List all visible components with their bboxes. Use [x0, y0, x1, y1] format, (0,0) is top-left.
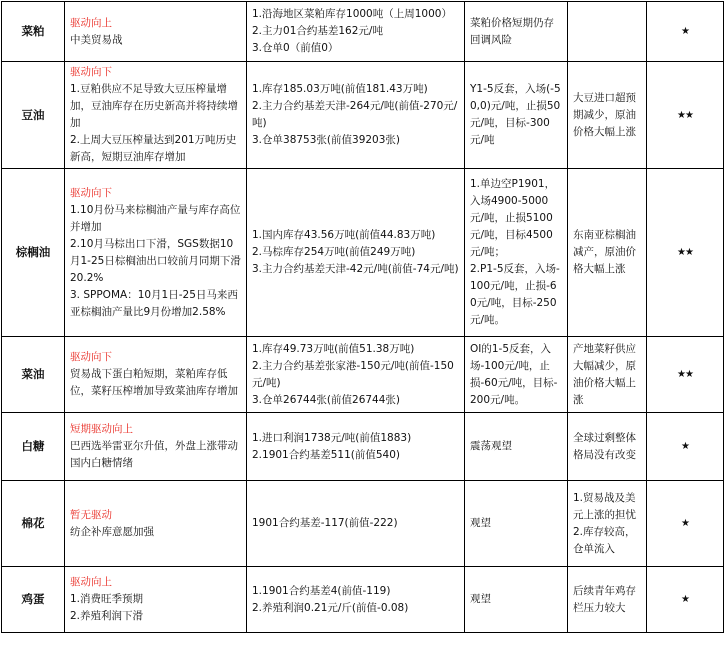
rating-stars: ★ [647, 481, 724, 567]
data-line: 1.库存49.73万吨(前值51.38万吨) [252, 342, 415, 355]
risk-line: 1.贸易战及美元上涨的担忧 [573, 491, 636, 521]
data-line: 2.养殖利润0.21元/斤(前值-0.08) [252, 601, 409, 614]
risk-line: 后续青年鸡存栏压力较大 [573, 584, 636, 614]
data-cell [247, 62, 465, 169]
driver-cell [65, 413, 247, 481]
table-row [2, 169, 724, 337]
strategy-cell [465, 62, 568, 169]
data-line: 1.进口利润1738元/吨(前值1883) [252, 431, 412, 444]
strategy-line: 震荡观望 [470, 440, 512, 452]
strategy-cell [465, 481, 568, 567]
strategy-cell [465, 567, 568, 633]
commodity-table [1, 1, 724, 633]
driver-line: 3. SPPOMA：10月1日-25日马来西亚棕榈油产量比9月份增加2.58% [70, 288, 238, 318]
data-line: 3.仓单0（前值0） [252, 42, 339, 54]
driver-line: 2.养殖利润下滑 [70, 610, 144, 622]
driver-cell [65, 481, 247, 567]
driver-line: 贸易战下蛋白粕短期，菜粕库存低位，菜籽压榨增加导致菜油库存增加 [70, 368, 238, 397]
table-body [2, 2, 724, 633]
data-line: 1.库存185.03万吨(前值181.43万吨) [252, 83, 428, 95]
driver-line: 1.消费旺季预期 [70, 593, 144, 605]
table-row [2, 413, 724, 481]
risk-line: 2.库存较高，仓单流入 [573, 525, 636, 555]
driver-label: 暂无驱动 [70, 508, 112, 521]
commodity-name: 豆油 [2, 62, 65, 169]
driver-label: 驱动向上 [70, 576, 112, 588]
commodity-name: 白糖 [2, 413, 65, 481]
data-line: 1901合约基差-117(前值-222) [252, 517, 398, 529]
strategy-cell [465, 337, 568, 413]
table-row [2, 2, 724, 62]
rating-stars: ★ [647, 567, 724, 633]
data-line: 1.1901合约基差4(前值-119) [252, 584, 391, 597]
risk-line: 产地菜籽供应大幅减少，原油价格大幅上涨 [573, 342, 636, 406]
driver-line: 1.豆粕供应不足导致大豆压榨量增加，豆油库存在历史新高并将持续增加 [70, 83, 238, 129]
risk-line: 东南亚棕榈油减产，原油价格大幅上涨 [573, 229, 636, 275]
data-cell [247, 567, 465, 633]
rating-stars: ★ [647, 413, 724, 481]
data-line: 3.主力合约基差天津-42元/吨(前值-74元/吨) [252, 263, 459, 275]
strategy-line: Y1-5反套，入场(-50,0)元/吨，止损50元/吨，目标-300元/吨 [470, 83, 561, 146]
driver-label: 驱动向上 [70, 16, 112, 29]
risk-cell [568, 413, 647, 481]
data-line: 3.仓单38753张(前值39203张) [252, 134, 401, 146]
driver-line: 2.上周大豆压榨量达到201万吨历史新高，短期豆油库存增加 [70, 134, 237, 163]
driver-cell [65, 2, 247, 62]
table-row [2, 337, 724, 413]
risk-line: 大豆进口超预期减少，原油价格大幅上涨 [573, 91, 636, 138]
data-line: 1.沿海地区菜粕库存1000吨（上周1000） [252, 8, 452, 20]
strategy-line: 观望 [470, 593, 491, 605]
driver-label: 驱动向下 [70, 186, 112, 199]
commodity-name: 鸡蛋 [2, 567, 65, 633]
rating-stars: ★★ [647, 337, 724, 413]
strategy-line: 观望 [470, 517, 491, 529]
driver-label: 驱动向下 [70, 66, 112, 78]
rating-stars: ★★ [647, 169, 724, 337]
table-row [2, 567, 724, 633]
risk-cell [568, 169, 647, 337]
strategy-cell [465, 169, 568, 337]
driver-line: 1.10月份马来棕榈油产量与库存高位并增加 [70, 203, 241, 233]
data-cell [247, 169, 465, 337]
data-line: 2.主力合约基差天津-264元/吨(前值-270元/吨) [252, 100, 458, 129]
strategy-line: 1.单边空P1901，入场4900-5000元/吨，止损5100元/吨，目标4500元/吨； [470, 178, 556, 258]
risk-cell [568, 481, 647, 567]
rating-stars: ★★ [647, 62, 724, 169]
risk-cell [568, 567, 647, 633]
commodity-name: 菜油 [2, 337, 65, 413]
driver-cell [65, 337, 247, 413]
table-row [2, 481, 724, 567]
driver-label: 短期驱动向上 [70, 423, 133, 435]
commodity-name: 菜粕 [2, 2, 65, 62]
risk-line: 全球过剩整体格局没有改变 [573, 431, 636, 461]
data-cell [247, 481, 465, 567]
data-cell [247, 413, 465, 481]
table-row [2, 62, 724, 169]
data-cell [247, 337, 465, 413]
driver-line: 纺企补库意愿加强 [70, 525, 154, 538]
strategy-cell [465, 2, 568, 62]
driver-line: 巴西选举雷亚尔升值，外盘上涨带动国内白糖情绪 [70, 440, 238, 469]
data-line: 2.主力01合约基差162元/吨 [252, 25, 383, 37]
strategy-cell [465, 413, 568, 481]
risk-cell [568, 337, 647, 413]
rating-stars: ★ [647, 2, 724, 62]
data-line: 3.仓单26744张(前值26744张) [252, 393, 401, 406]
risk-cell [568, 62, 647, 169]
commodity-name: 棕榈油 [2, 169, 65, 337]
driver-cell [65, 62, 247, 169]
commodity-name: 棉花 [2, 481, 65, 567]
driver-line: 中美贸易战 [70, 33, 123, 46]
strategy-line: 菜粕价格短期仍存回调风险 [470, 16, 554, 46]
data-line: 2.马棕库存254万吨(前值249万吨) [252, 246, 416, 258]
data-cell [247, 2, 465, 62]
data-line: 2.1901合约基差511(前值540) [252, 448, 401, 461]
driver-cell [65, 169, 247, 337]
strategy-line: OI的1-5反套，入场-100元/吨，止损-60元/吨，目标-200元/吨。 [470, 342, 558, 406]
risk-cell [568, 2, 647, 62]
strategy-line: 2.P1-5反套，入场-100元/吨，止损-60元/吨，目标-250元/吨。 [470, 263, 560, 326]
driver-cell [65, 567, 247, 633]
data-line: 2.主力合约基差张家港-150元/吨(前值-150元/吨) [252, 359, 454, 389]
data-line: 1.国内库存43.56万吨(前值44.83万吨) [252, 229, 436, 241]
driver-label: 驱动向下 [70, 351, 112, 363]
driver-line: 2.10月马棕出口下滑，SGS数据10月1-25日棕榈油出口较前月同期下滑20.2% [70, 237, 241, 284]
